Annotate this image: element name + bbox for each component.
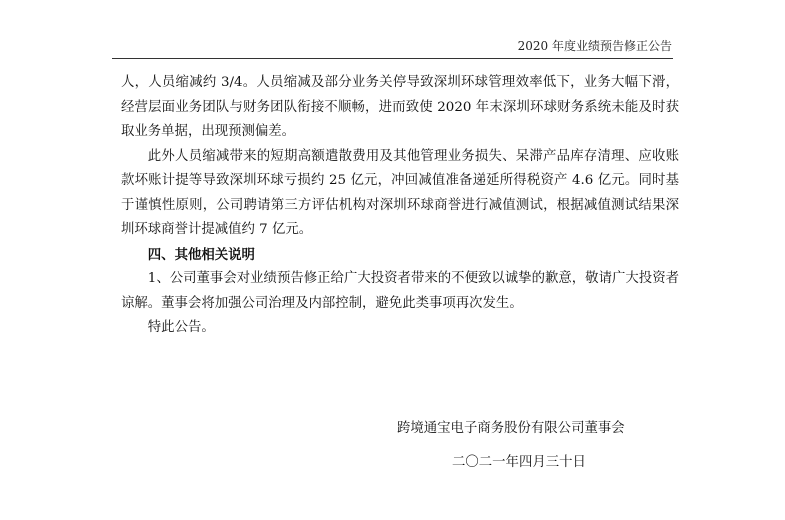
paragraph-continuation: 人，人员缩减约 3/4。人员缩减及部分业务关停导致深圳环球管理效率低下，业务大幅下滑，经营层面业务团队与财务团队衔接不顺畅，进而致使 2020 年末深圳环球财务系统未能及时获取业务单据，出现预测偏差。 (121, 75, 679, 139)
page-header: 2020 年度业绩预告修正公告 (517, 39, 672, 53)
paragraph-closing: 特此公告。 (147, 320, 215, 335)
paragraph-apology: 1、公司董事会对业绩预告修正给广大投资者带来的不便致以诚挚的歉意，敬请广大投资者谅解。董事会将加强公司治理及内部控制，避免此类事项再次发生。 (121, 271, 679, 311)
signature-date: 二〇二一年四月三十日 (452, 455, 586, 470)
paragraph-losses: 此外人员缩减带来的短期高额遣散费用及其他管理业务损失、呆滞产品库存清理、应收账款坏账计提等导致深圳环球亏损约 25 亿元，冲回减值准备递延所得税资产 4.6 亿元。同时基于谨慎性原则，公司聘请第三方评估机构对深圳环球商誉进行减值测试，根据减值测试结果深圳环球商誉计提减值约 7 亿元。 (121, 148, 679, 237)
document-body (121, 71, 679, 341)
header-divider (112, 58, 673, 59)
section-heading: 四、其他相关说明 (147, 246, 255, 263)
signature-company: 跨境通宝电子商务股份有限公司董事会 (397, 421, 625, 436)
